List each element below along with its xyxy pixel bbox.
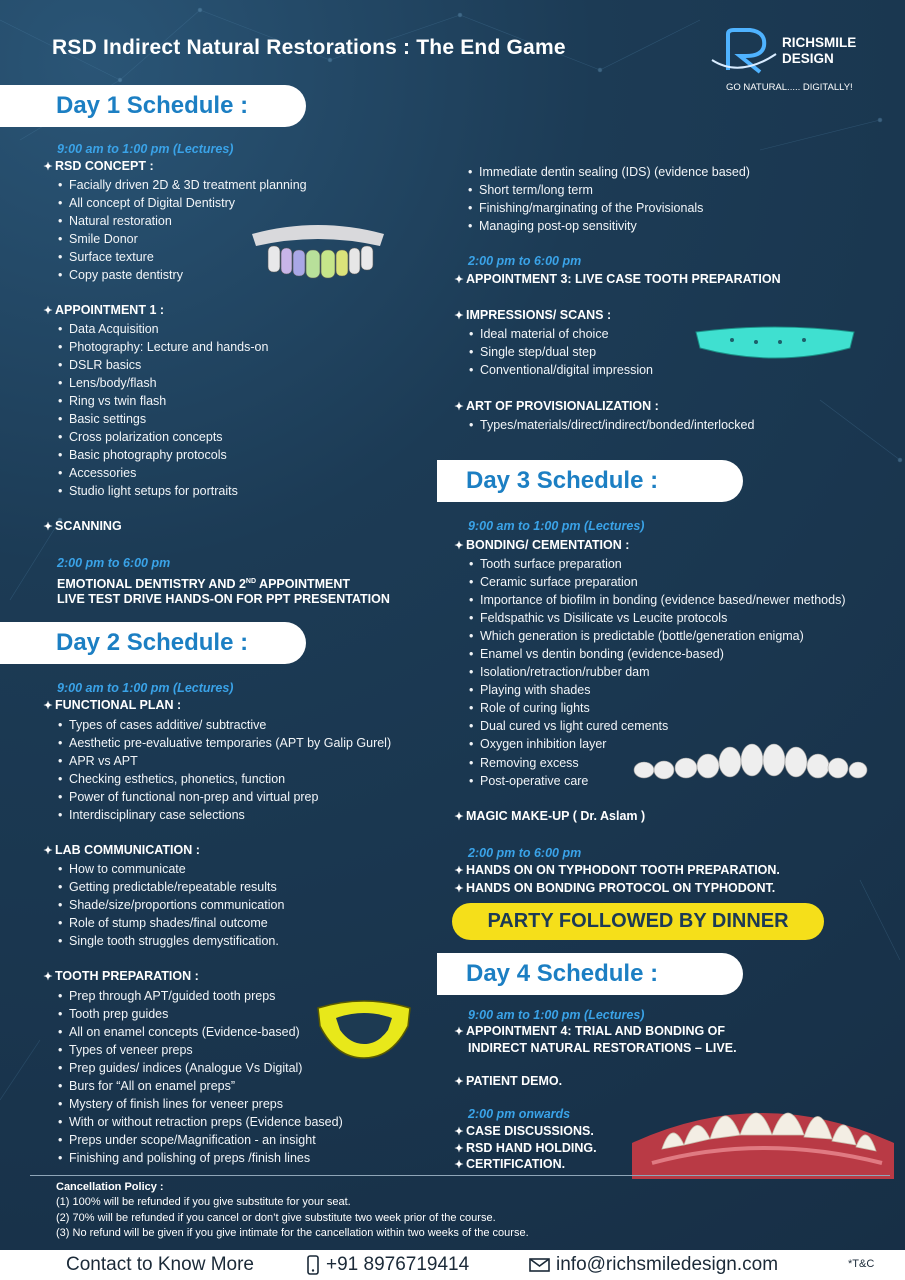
appointment1-list <box>58 320 268 500</box>
tooth-preparation-list <box>58 987 343 1167</box>
veneers-image <box>632 740 868 784</box>
list-item: • Removing excess <box>469 754 846 772</box>
star-icon: ✦ <box>43 521 53 533</box>
star-icon: ✦ <box>43 971 53 983</box>
star-icon: ✦ <box>454 1143 464 1155</box>
day1-time-afternoon: 2:00 pm to 6:00 pm <box>57 556 171 570</box>
day4-time-morning: 9:00 am to 1:00 pm (Lectures) <box>468 1008 645 1022</box>
list-item: • Shade/size/proportions communication <box>58 896 284 914</box>
day3-heading: Day 3 Schedule : <box>437 460 743 502</box>
party-banner: PARTY FOLLOWED BY DINNER <box>452 903 824 940</box>
list-item: • With or without retraction preps (Evidence based) <box>58 1113 343 1131</box>
list-item: • Which generation is predictable (bottle/generation enigma) <box>469 627 846 645</box>
list-item: • Ring vs twin flash <box>58 392 268 410</box>
smile-photo-image <box>632 1093 894 1179</box>
list-item: • Feldspathic vs Disilicate vs Leucite protocols <box>469 609 846 627</box>
star-icon: ✦ <box>454 865 464 877</box>
list-item: • Single step/dual step <box>469 343 653 361</box>
star-icon: ✦ <box>454 401 464 413</box>
list-item: • Finishing/marginating of the Provisionals <box>468 199 750 217</box>
phone-number[interactable]: +91 8976719414 <box>326 1254 470 1275</box>
list-item: • Basic settings <box>58 410 268 428</box>
star-icon: ✦ <box>454 1126 464 1138</box>
star-icon: ✦ <box>454 1026 464 1038</box>
star-icon: ✦ <box>454 883 464 895</box>
list-item: • Post-operative care <box>469 772 846 790</box>
brand-logo <box>706 26 876 98</box>
email-icon <box>529 1258 550 1272</box>
list-item: • Short term/long term <box>468 181 750 199</box>
page-title: RSD Indirect Natural Restorations : The End Game <box>52 36 566 59</box>
functional-plan-title: ✦ FUNCTIONAL PLAN : <box>57 697 181 715</box>
day1-afternoon-line1: EMOTIONAL DENTISTRY AND 2ND APPOINTMENT <box>57 577 351 592</box>
list-item: • Types of veneer preps <box>58 1041 343 1059</box>
list-item: • Types/materials/direct/indirect/bonded/interlocked <box>469 416 754 434</box>
hands-on-tooth-prep: ✦ HANDS ON ON TYPHODONT TOOTH PREPARATION. <box>468 862 780 880</box>
cancellation-line: (1) 100% will be refunded if you give substitute for your seat. <box>56 1196 351 1209</box>
lab-communication-list <box>58 860 284 950</box>
day1-afternoon-line2: LIVE TEST DRIVE HANDS-ON FOR PPT PRESENTATION <box>57 592 390 606</box>
star-icon: ✦ <box>454 274 464 286</box>
provisionalization-list <box>469 416 754 434</box>
day3-time-morning: 9:00 am to 1:00 pm (Lectures) <box>468 519 645 533</box>
appointment3-title: ✦ APPOINTMENT 3: LIVE CASE TOOTH PREPARATION <box>468 271 781 289</box>
functional-plan-list <box>58 716 391 824</box>
list-item: • Studio light setups for portraits <box>58 482 268 500</box>
list-item: • DSLR basics <box>58 356 268 374</box>
cancellation-line: (2) 70% will be refunded if you cancel or don’t give substitute two week prior of the course. <box>56 1211 496 1224</box>
star-icon: ✦ <box>43 700 53 712</box>
bonding-title: ✦ BONDING/ CEMENTATION : <box>468 537 629 555</box>
list-item: • Aesthetic pre-evaluative temporaries (APT by Galip Gurel) <box>58 734 391 752</box>
appointment1-title: ✦ APPOINTMENT 1 : <box>57 302 164 320</box>
list-item: • Single tooth struggles demystification. <box>58 932 284 950</box>
impressions-title: ✦ IMPRESSIONS/ SCANS : <box>468 307 611 325</box>
star-icon: ✦ <box>43 305 53 317</box>
list-item: • Isolation/retraction/rubber dam <box>469 663 846 681</box>
list-item: • Power of functional non-prep and virtual prep <box>58 788 391 806</box>
list-item: • All on enamel concepts (Evidence-based) <box>58 1023 343 1041</box>
list-item: • Data Acquisition <box>58 320 268 338</box>
contact-footer <box>0 1250 905 1280</box>
list-item: • Types of cases additive/ subtractive <box>58 716 391 734</box>
star-icon: ✦ <box>454 1159 464 1171</box>
list-item: • Prep through APT/guided tooth preps <box>58 987 343 1005</box>
rsd-hand-holding: ✦ RSD HAND HOLDING. <box>468 1140 597 1158</box>
list-item: • Copy paste dentistry <box>58 266 307 284</box>
logo-line2: DESIGN <box>782 51 834 66</box>
list-item: • Conventional/digital impression <box>469 361 653 379</box>
logo-tagline: GO NATURAL..... DIGITALLY! <box>726 82 853 93</box>
list-item: • Smile Donor <box>58 230 307 248</box>
list-item: • Tooth prep guides <box>58 1005 343 1023</box>
list-item: • Dual cured vs light cured cements <box>469 717 846 735</box>
list-item: • Cross polarization concepts <box>58 428 268 446</box>
list-item: • Managing post-op sensitivity <box>468 217 750 235</box>
list-item: • Importance of biofilm in bonding (evidence based/newer methods) <box>469 591 846 609</box>
cancellation-title: Cancellation Policy : <box>56 1181 164 1193</box>
list-item: • Accessories <box>58 464 268 482</box>
scanning-title: ✦ SCANNING <box>57 518 122 536</box>
list-item: • Lens/body/flash <box>58 374 268 392</box>
day2-heading: Day 2 Schedule : <box>0 622 306 664</box>
phone-icon <box>307 1255 319 1275</box>
day2-time-afternoon: 2:00 pm to 6:00 pm <box>468 254 582 268</box>
patient-demo: ✦ PATIENT DEMO. <box>468 1073 562 1091</box>
contact-label: Contact to Know More <box>66 1254 254 1275</box>
star-icon: ✦ <box>454 1076 464 1088</box>
logo-line1: RICHSMILE <box>782 35 857 50</box>
list-item: • Burs for “All on enamel preps” <box>58 1077 343 1095</box>
list-item: • Getting predictable/repeatable results <box>58 878 284 896</box>
hands-on-bonding: ✦ HANDS ON BONDING PROTOCOL ON TYPHODONT. <box>468 880 775 898</box>
list-item: • Tooth surface preparation <box>469 555 846 573</box>
list-item: • Interdisciplinary case selections <box>58 806 391 824</box>
list-item: • Surface texture <box>58 248 307 266</box>
list-item: • Natural restoration <box>58 212 307 230</box>
cancellation-line: (3) No refund will be given if you give intimate for the cancellation within two weeks of the course. <box>56 1226 529 1239</box>
star-icon: ✦ <box>454 540 464 552</box>
tooth-preparation-title: ✦ TOOTH PREPARATION : <box>57 968 199 986</box>
list-item: • Preps under scope/Magnification - an insight <box>58 1131 343 1149</box>
list-item: • Mystery of finish lines for veneer preps <box>58 1095 343 1113</box>
star-icon: ✦ <box>454 310 464 322</box>
list-item: • Finishing and polishing of preps /finish lines <box>58 1149 343 1167</box>
teeth-3d-image <box>248 220 388 280</box>
list-item: • APR vs APT <box>58 752 391 770</box>
day4-time-afternoon: 2:00 pm onwards <box>468 1107 571 1121</box>
cancellation-policy <box>56 1180 529 1241</box>
certification: ✦ CERTIFICATION. <box>468 1156 565 1174</box>
provisionalization-title: ✦ ART OF PROVISIONALIZATION : <box>468 398 659 416</box>
list-item: • Basic photography protocols <box>58 446 268 464</box>
scan-model-image <box>692 322 858 368</box>
star-icon: ✦ <box>454 811 464 823</box>
list-item: • Oxygen inhibition layer <box>469 735 846 753</box>
list-item: • Checking esthetics, phonetics, function <box>58 770 391 788</box>
appointment4-line2: INDIRECT NATURAL RESTORATIONS – LIVE. <box>468 1041 737 1055</box>
magic-makeup-title: ✦ MAGIC MAKE-UP ( Dr. Aslam ) <box>468 808 645 826</box>
list-item: • Photography: Lecture and hands-on <box>58 338 268 356</box>
day2-time-morning: 9:00 am to 1:00 pm (Lectures) <box>57 681 234 695</box>
star-icon: ✦ <box>43 845 53 857</box>
email-address[interactable]: info@richsmiledesign.com <box>556 1254 779 1275</box>
day3-time-afternoon: 2:00 pm to 6:00 pm <box>468 846 582 860</box>
day1-heading: Day 1 Schedule : <box>0 85 306 127</box>
lab-communication-title: ✦ LAB COMMUNICATION : <box>57 842 200 860</box>
terms-label: *T&C <box>848 1258 875 1270</box>
divider <box>30 1175 890 1176</box>
day1-time-morning: 9:00 am to 1:00 pm (Lectures) <box>57 142 234 156</box>
list-item: • Enamel vs dentin bonding (evidence-based) <box>469 645 846 663</box>
case-discussions: ✦ CASE DISCUSSIONS. <box>468 1123 594 1141</box>
appointment4-line1: ✦ APPOINTMENT 4: TRIAL AND BONDING OF <box>468 1023 725 1041</box>
provisionals-list <box>468 163 750 235</box>
list-item: • All concept of Digital Dentistry <box>58 194 307 212</box>
list-item: • Ideal material of choice <box>469 325 653 343</box>
rsd-concept-title: ✦ RSD CONCEPT : <box>57 158 154 176</box>
list-item: • Role of curing lights <box>469 699 846 717</box>
list-item: • How to communicate <box>58 860 284 878</box>
list-item: • Facially driven 2D & 3D treatment planning <box>58 176 307 194</box>
impressions-list <box>469 325 653 379</box>
prep-guide-image <box>312 996 416 1062</box>
list-item: • Prep guides/ indices (Analogue Vs Digital) <box>58 1059 343 1077</box>
day4-heading: Day 4 Schedule : <box>437 953 743 995</box>
list-item: • Ceramic surface preparation <box>469 573 846 591</box>
list-item: • Role of stump shades/final outcome <box>58 914 284 932</box>
richsmile-logo-icon <box>710 26 780 76</box>
list-item: • Playing with shades <box>469 681 846 699</box>
star-icon: ✦ <box>43 161 53 173</box>
list-item: • Immediate dentin sealing (IDS) (evidence based) <box>468 163 750 181</box>
